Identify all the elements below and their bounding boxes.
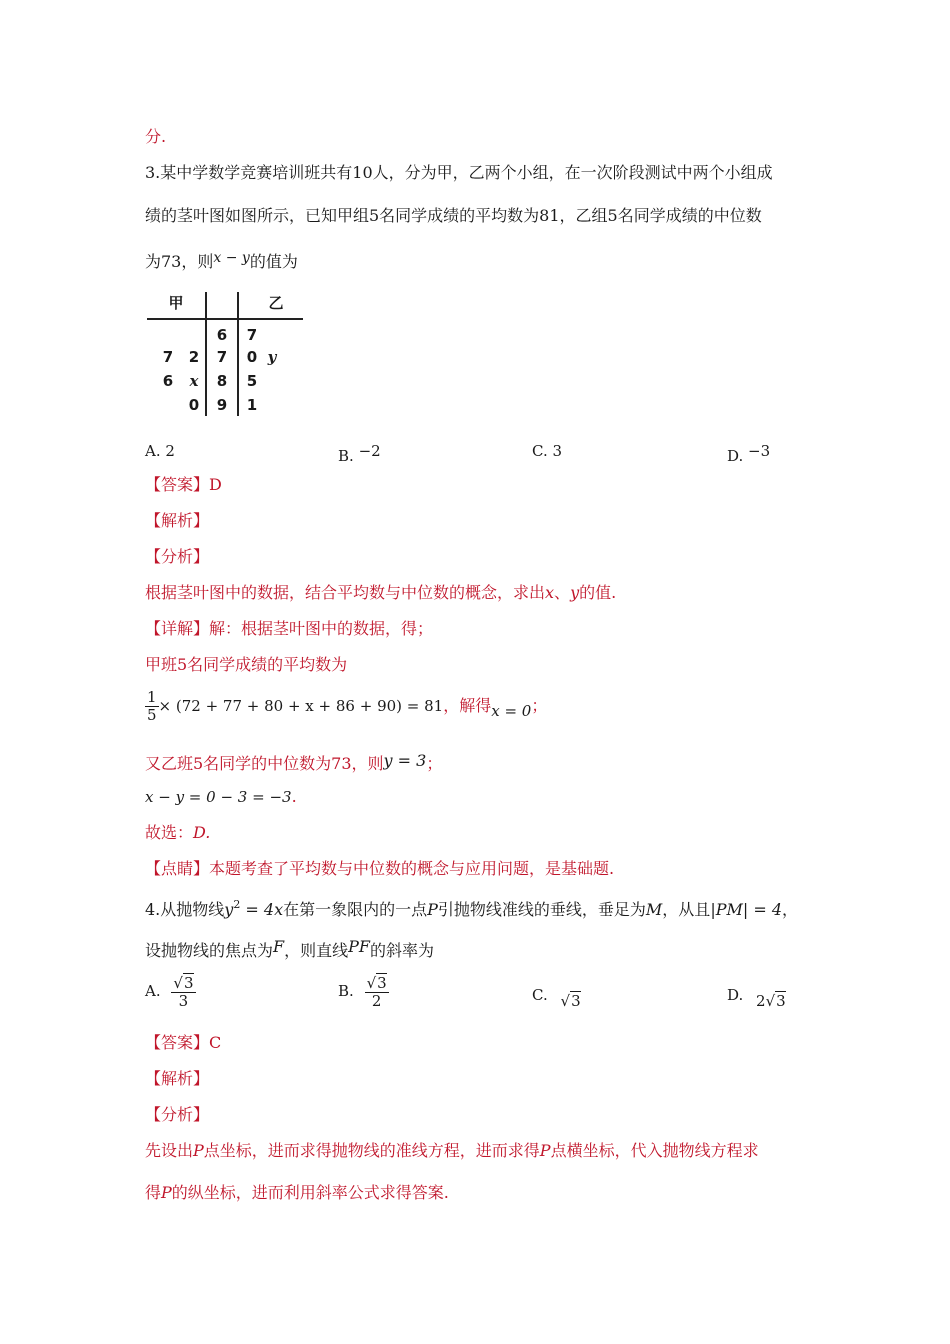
q3-stem-line-3: 为73，则x − y的值为 (145, 250, 298, 271)
q3-fenxi-text: 根据茎叶图中的数据，结合平均数与中位数的概念，求出x、y的值. (145, 583, 617, 602)
leaf-right: 1 (246, 396, 258, 414)
header-right: 乙 (268, 294, 284, 312)
q3-stem-line-2: 绩的茎叶图如图所示，已知甲组5名同学成绩的平均数为81，乙组5名同学成绩的中位数 (145, 206, 762, 225)
q3-option-b: B. −2 (338, 442, 381, 465)
q4-option-d: D. 2√3 (727, 986, 786, 1010)
continued-text: 分. (145, 127, 167, 146)
leaf-right: y (267, 348, 277, 366)
q4-analysis-tag: 【解析】 (145, 1069, 210, 1088)
q4-option-b: B. $\frac{√3}{2}$ (338, 973, 387, 1010)
q4-fenxi-line-2: 得P的纵坐标，进而利用斜率公式求得答案. (145, 1183, 449, 1202)
stem: 6 (216, 326, 228, 344)
leaf-left: 6 (162, 372, 174, 390)
q4-answer: 【答案】C (145, 1033, 222, 1052)
q3-option-a: A. 2 (145, 442, 175, 460)
leaf-right: 5 (246, 372, 258, 390)
leaf-left: x (189, 372, 199, 390)
q4-fenxi-line-1: 先设出P点坐标，进而求得抛物线的准线方程，进而求得P点横坐标，代入抛物线方程求 (145, 1141, 759, 1160)
q3-fenxi-tag: 【分析】 (145, 547, 210, 566)
q4-option-a: A. $\frac{√3}{3}$ (145, 973, 194, 1010)
leaf-right: 0 (246, 348, 258, 366)
q4-stem-line-1: 4.从抛物线$y^2 = 4x$在第一象限内的一点P引抛物线准线的垂线，垂足为M，从且|PM| = 4， (145, 898, 799, 919)
stem: 8 (216, 372, 228, 390)
q4-fenxi-tag: 【分析】 (145, 1105, 210, 1124)
q4-option-c: C. √3 (532, 986, 581, 1010)
q3-equation-2: x − y = 0 − 3 = −3. (145, 787, 297, 806)
q3-stem-line-1: 3.某中学数学竞赛培训班共有10人，分为甲，乙两个小组，在一次阶段测试中两个小组成 (145, 163, 773, 182)
q3-avg-line: 甲班5名同学成绩的平均数为 (145, 655, 348, 674)
q3-option-d: D. −3 (727, 442, 771, 465)
header-left: 甲 (168, 294, 184, 312)
q3-median-line: 又乙班5名同学的中位数为73，则y = 3； (145, 751, 443, 773)
leaf-left: 2 (188, 348, 200, 366)
q3-choose: 故选：D. (145, 823, 211, 842)
leaf-right: 7 (246, 326, 258, 344)
leaf-left: 7 (162, 348, 174, 366)
q3-option-c: C. 3 (532, 442, 563, 460)
stem-leaf-plot (145, 290, 305, 420)
q4-stem-line-2: 设抛物线的焦点为F，则直线PF的斜率为 (145, 937, 435, 960)
leaf-left: 0 (188, 396, 200, 414)
q3-answer: 【答案】D (145, 475, 222, 494)
stem: 7 (216, 348, 228, 366)
q3-analysis-tag: 【解析】 (145, 511, 210, 530)
q3-detail: 【详解】解：根据茎叶图中的数据，得； (145, 619, 434, 638)
stem: 9 (216, 396, 228, 414)
q3-equation-1: $\frac{1}{5}$ × (72 + 77 + 80 + x + 86 + 90) = 81，解得x = 0； (147, 688, 548, 724)
q3-comment: 【点睛】本题考查了平均数与中位数的概念与应用问题，是基础题. (145, 859, 615, 878)
